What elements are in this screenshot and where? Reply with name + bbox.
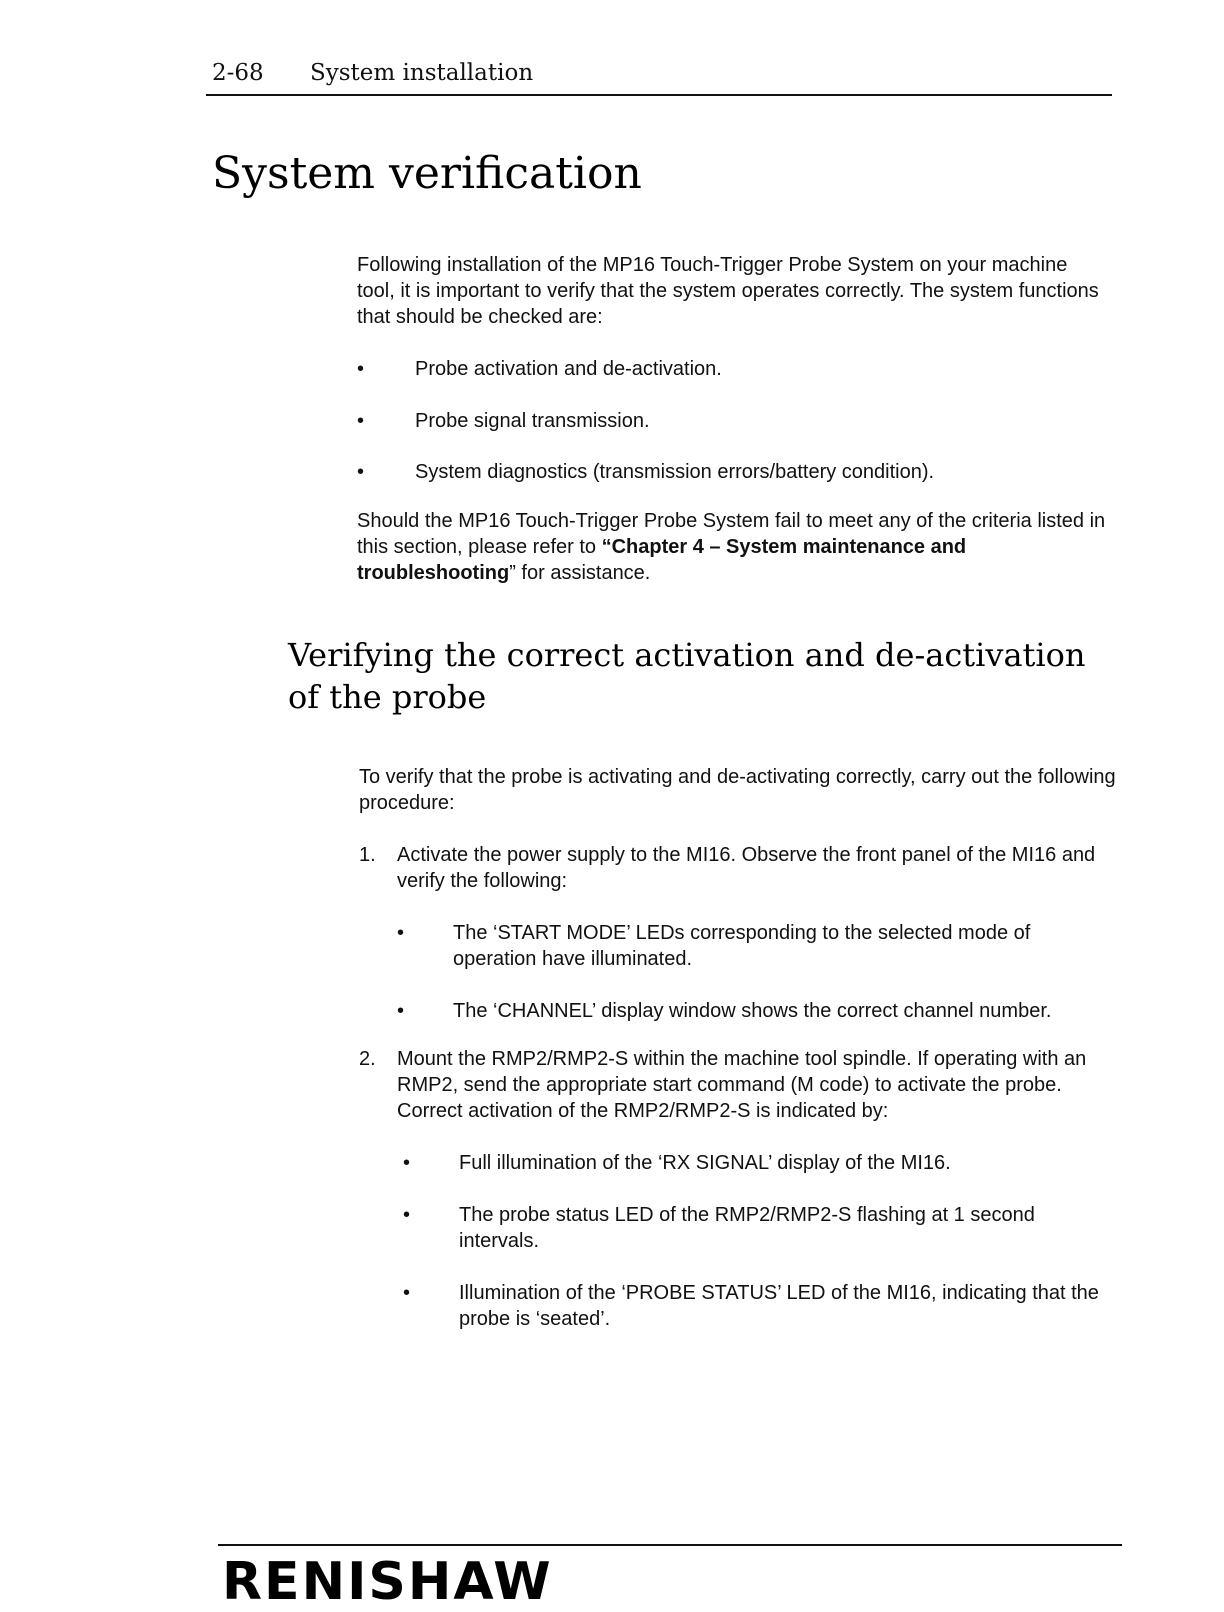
bullet-icon: • [357,410,365,432]
footer-rule [218,1544,1122,1546]
bullet-icon: • [357,461,365,483]
bullet-icon: • [403,1204,411,1226]
chapter-reference: “Chapter 4 – System maintenance and troubleshooting [357,536,967,584]
page-title: System verification [212,148,642,199]
check-item-text: Probe activation and de-activation. [415,358,722,380]
check-item-text: System diagnostics (transmission errors/battery condition). [415,461,935,483]
bullet-icon: • [397,1000,405,1022]
bullet-icon: • [403,1282,411,1304]
intro-paragraph: Following installation of the MP16 Touch-Trigger Probe System on your machine tool, it is important to verify that the system operates correctly. The system functions that should be checked are: [357,254,1099,328]
step-number: 1. [359,844,376,866]
running-header [212,60,1112,86]
failure-note-lead: Should the MP16 Touch-Trigger Probe System fail to meet any of the criteria listed in this section, please refer to [357,510,1106,558]
step-bullet-text: The probe status LED of the RMP2/RMP2-S flashing at 1 second intervals. [459,1204,1035,1252]
failure-note [357,508,1117,586]
failure-note-tail: ” for assistance. [509,562,651,584]
step-text: Mount the RMP2/RMP2-S within the machine tool spindle. If operating with an RMP2, send the appropriate start command (M code) to activate the probe. Correct activation of the RMP2/RMP2-S is indicated by: [397,1048,1087,1122]
header-rule [206,94,1112,96]
bullet-icon: • [403,1152,411,1174]
section-title: System installation [310,60,534,86]
step-bullet-text: The ‘CHANNEL’ display window shows the correct channel number. [453,1000,1052,1022]
step-text: Activate the power supply to the MI16. Observe the front panel of the MI16 and verify the following: [397,844,1096,892]
company-logo: RENISHAW [222,1552,553,1612]
page-number: 2-68 [212,60,264,86]
bullet-icon: • [397,922,405,944]
procedure-intro: To verify that the probe is activating and de-activating correctly, carry out the following procedure: [359,766,1116,814]
step-bullet-text: The ‘START MODE’ LEDs corresponding to the selected mode of operation have illuminated. [453,922,1031,970]
check-item-text: Probe signal transmission. [415,410,650,432]
step-number: 2. [359,1048,376,1070]
bullet-icon: • [357,358,365,380]
section-heading: Verifying the correct activation and de-activation of the probe [288,636,1086,716]
step-bullet-text: Full illumination of the ‘RX SIGNAL’ display of the MI16. [459,1152,951,1174]
step-bullet-text: Illumination of the ‘PROBE STATUS’ LED of the MI16, indicating that the probe is ‘seated’. [459,1282,1099,1330]
